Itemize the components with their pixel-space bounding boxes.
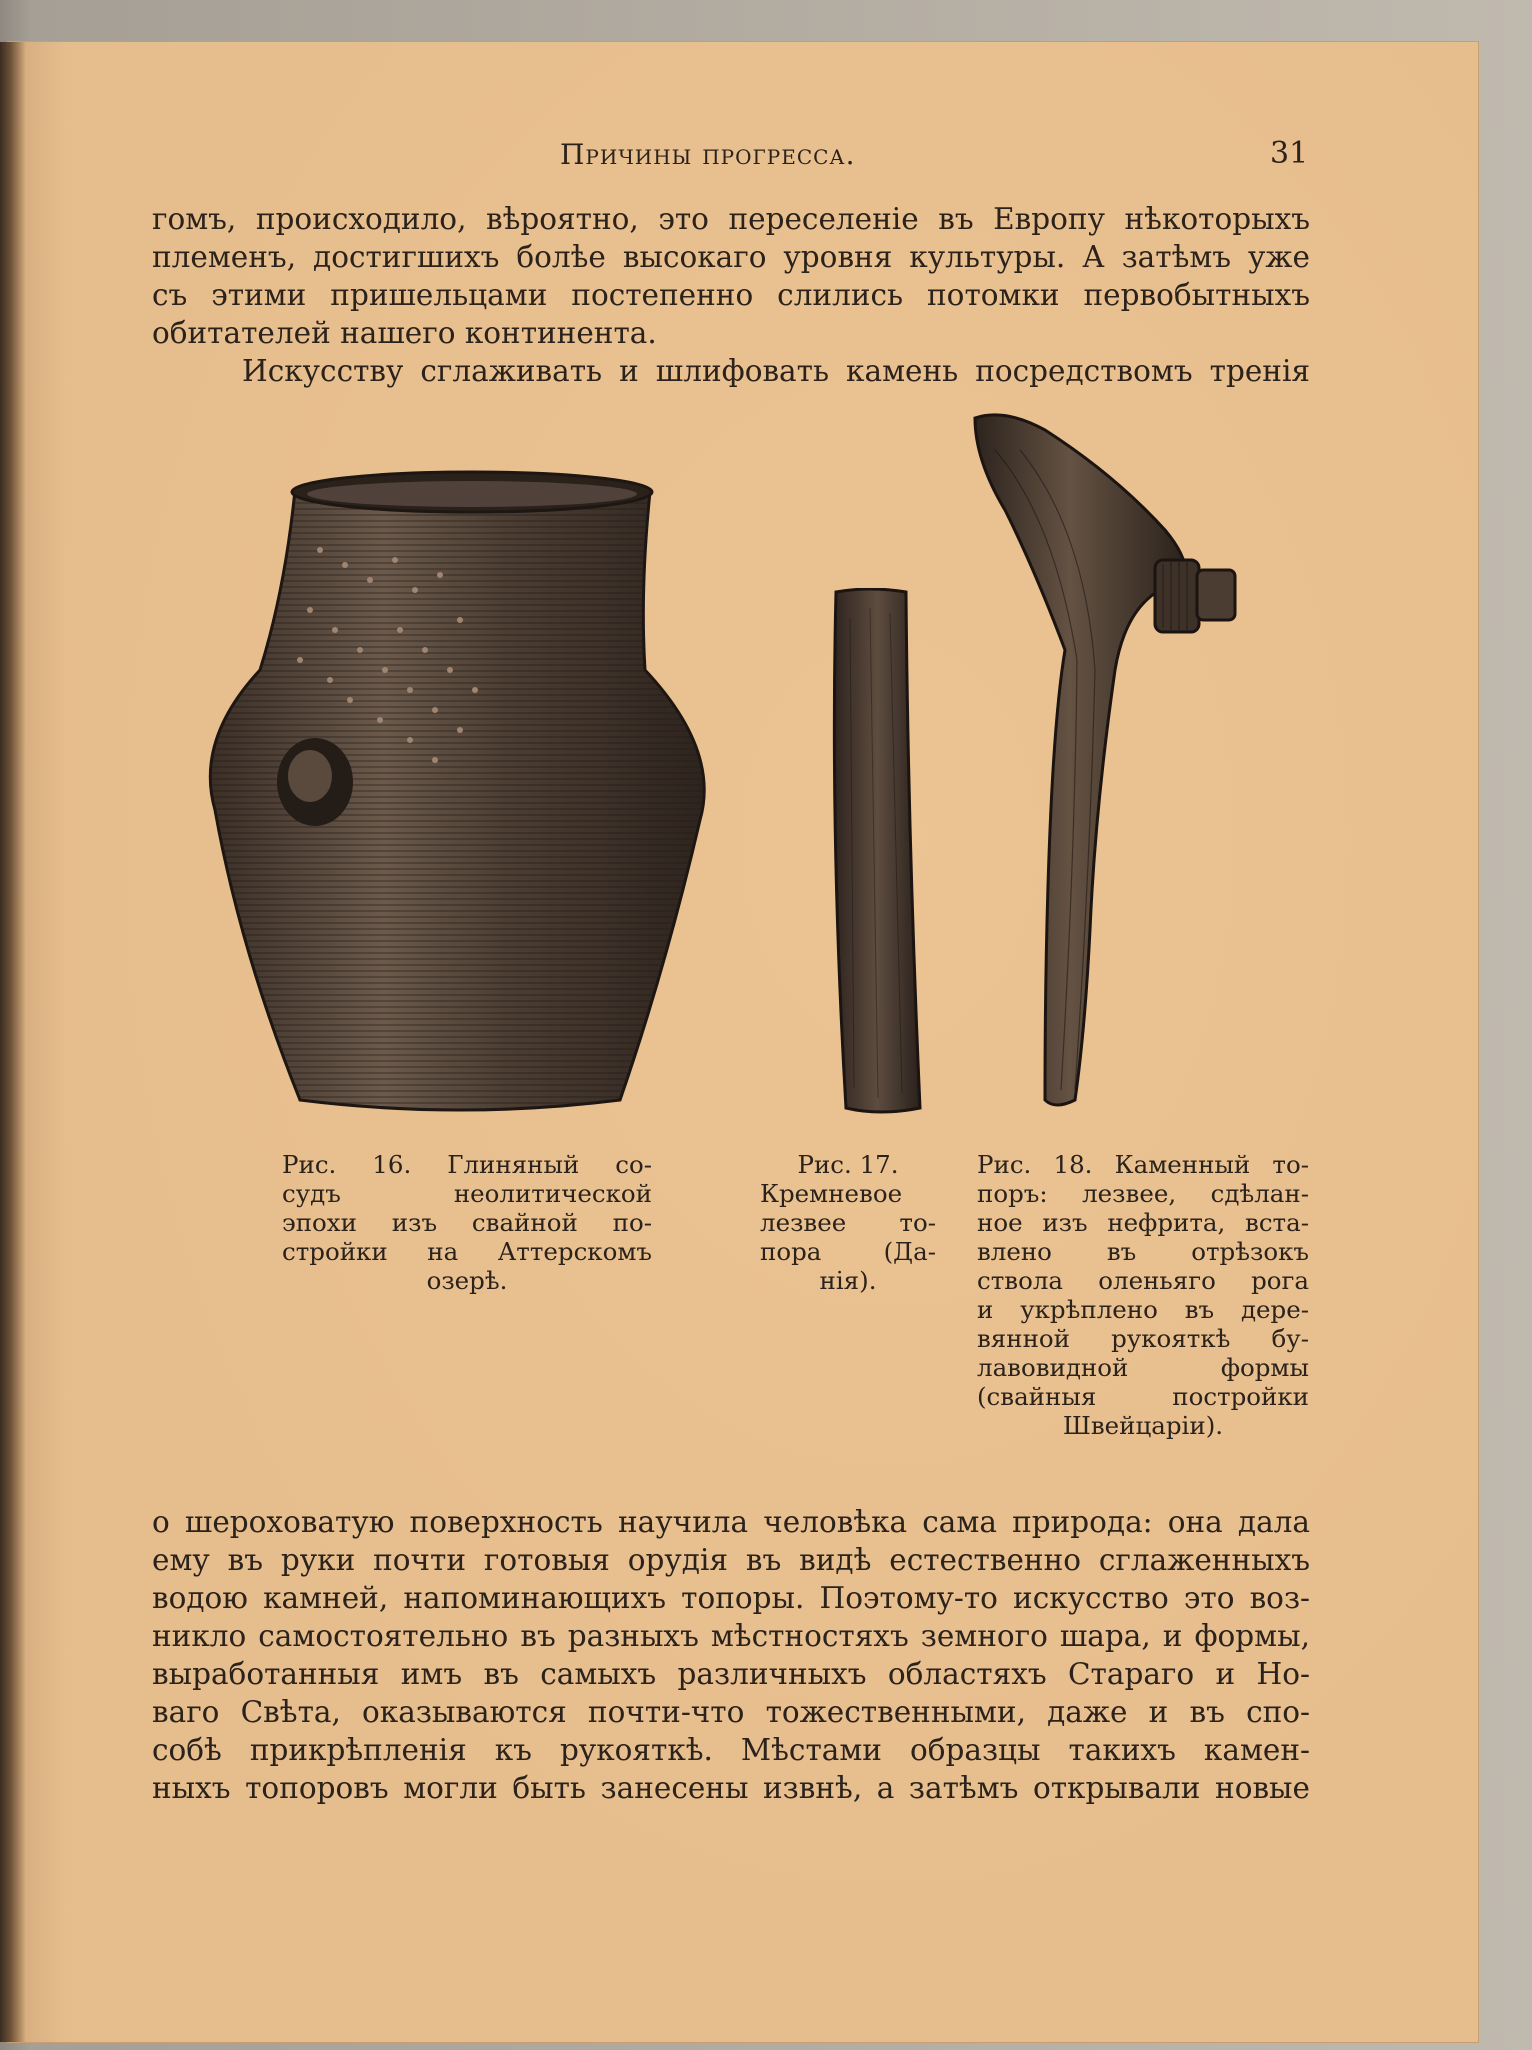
text-line: водою камней, напоминающихъ топоры. Поэтому-то искусство это воз- (152, 1581, 1310, 1615)
caption-line: Рис. 18. Каменный то- (977, 1150, 1309, 1179)
running-head: Причины прогресса. (560, 138, 856, 171)
caption-line: стройки на Аттерскомъ (282, 1237, 652, 1266)
paragraph-bottom (152, 1503, 1310, 1807)
caption-line: пора (Да- (760, 1237, 936, 1266)
caption-line: нія). (819, 1266, 877, 1295)
caption-line: Швейцаріи). (1062, 1411, 1224, 1440)
caption-line: лезвее то- (760, 1208, 936, 1237)
caption-line: Рис. 16. Глиняный со- (282, 1150, 652, 1179)
text-line: гомъ, происходило, вѣроятно, это переселеніе въ Европу нѣкоторыхъ (152, 202, 1310, 236)
text-line: выработанныя имъ въ самыхъ различныхъ областяхъ Стараго и Но- (152, 1657, 1310, 1691)
text-line: собѣ прикрѣпленія къ рукояткѣ. Мѣстами образцы такихъ камен- (152, 1733, 1310, 1767)
text-line: съ этими пришельцами постепенно слились потомки первобытныхъ (152, 278, 1310, 312)
clay-vessel-illustration (200, 470, 720, 1120)
caption-line: ное изъ нефрита, вста- (977, 1208, 1309, 1237)
text-line: ныхъ топоровъ могли быть занесены извнѣ, а затѣмъ открывали новые (152, 1771, 1310, 1805)
book-spine-shadow (0, 42, 26, 2042)
text-line: обитателей нашего континента. (152, 316, 657, 350)
page-number: 31 (1270, 136, 1309, 171)
caption-line: озерѣ. (426, 1266, 508, 1295)
text-line: племенъ, достигшихъ болѣе высокаго уровня культуры. А затѣмъ уже (152, 240, 1310, 274)
caption-line: ствола оленьяго рога (977, 1266, 1309, 1295)
paragraph-top (152, 200, 1310, 390)
caption-line: влено въ отрѣзокъ (977, 1237, 1309, 1266)
caption-line: и укрѣплено въ дере- (977, 1295, 1309, 1324)
caption-line: судъ неолитической (282, 1179, 652, 1208)
flint-blade-illustration (820, 588, 930, 1118)
stone-axe-illustration (965, 410, 1265, 1120)
caption-line: Кремневое (760, 1179, 903, 1208)
text-line: о шероховатую поверхность научила человѣка сама природа: она дала (152, 1505, 1310, 1539)
text-line: ему въ руки почти готовыя орудія въ видѣ естественно сглаженныхъ (152, 1543, 1310, 1577)
figure-17-caption (760, 1150, 936, 1295)
caption-line: эпохи изъ свайной по- (282, 1208, 652, 1237)
caption-line: (свайныя постройки (977, 1382, 1309, 1411)
text-line: Искусству сглаживать и шлифовать камень посредствомъ тренія (242, 354, 1310, 388)
caption-line: Рис. 17. (797, 1150, 899, 1179)
caption-line: вянной рукояткѣ бу- (977, 1324, 1309, 1353)
figure-16-caption (282, 1150, 652, 1295)
text-line: никло самостоятельно въ разныхъ мѣстностяхъ земного шара, и формы, (152, 1619, 1310, 1653)
figure-18-caption (977, 1150, 1309, 1440)
caption-line: лавовидной формы (977, 1353, 1309, 1382)
caption-line: поръ: лезвее, сдѣлан- (977, 1179, 1309, 1208)
text-line: ваго Свѣта, оказываются почти-что тожественными, даже и въ спо- (152, 1695, 1310, 1729)
